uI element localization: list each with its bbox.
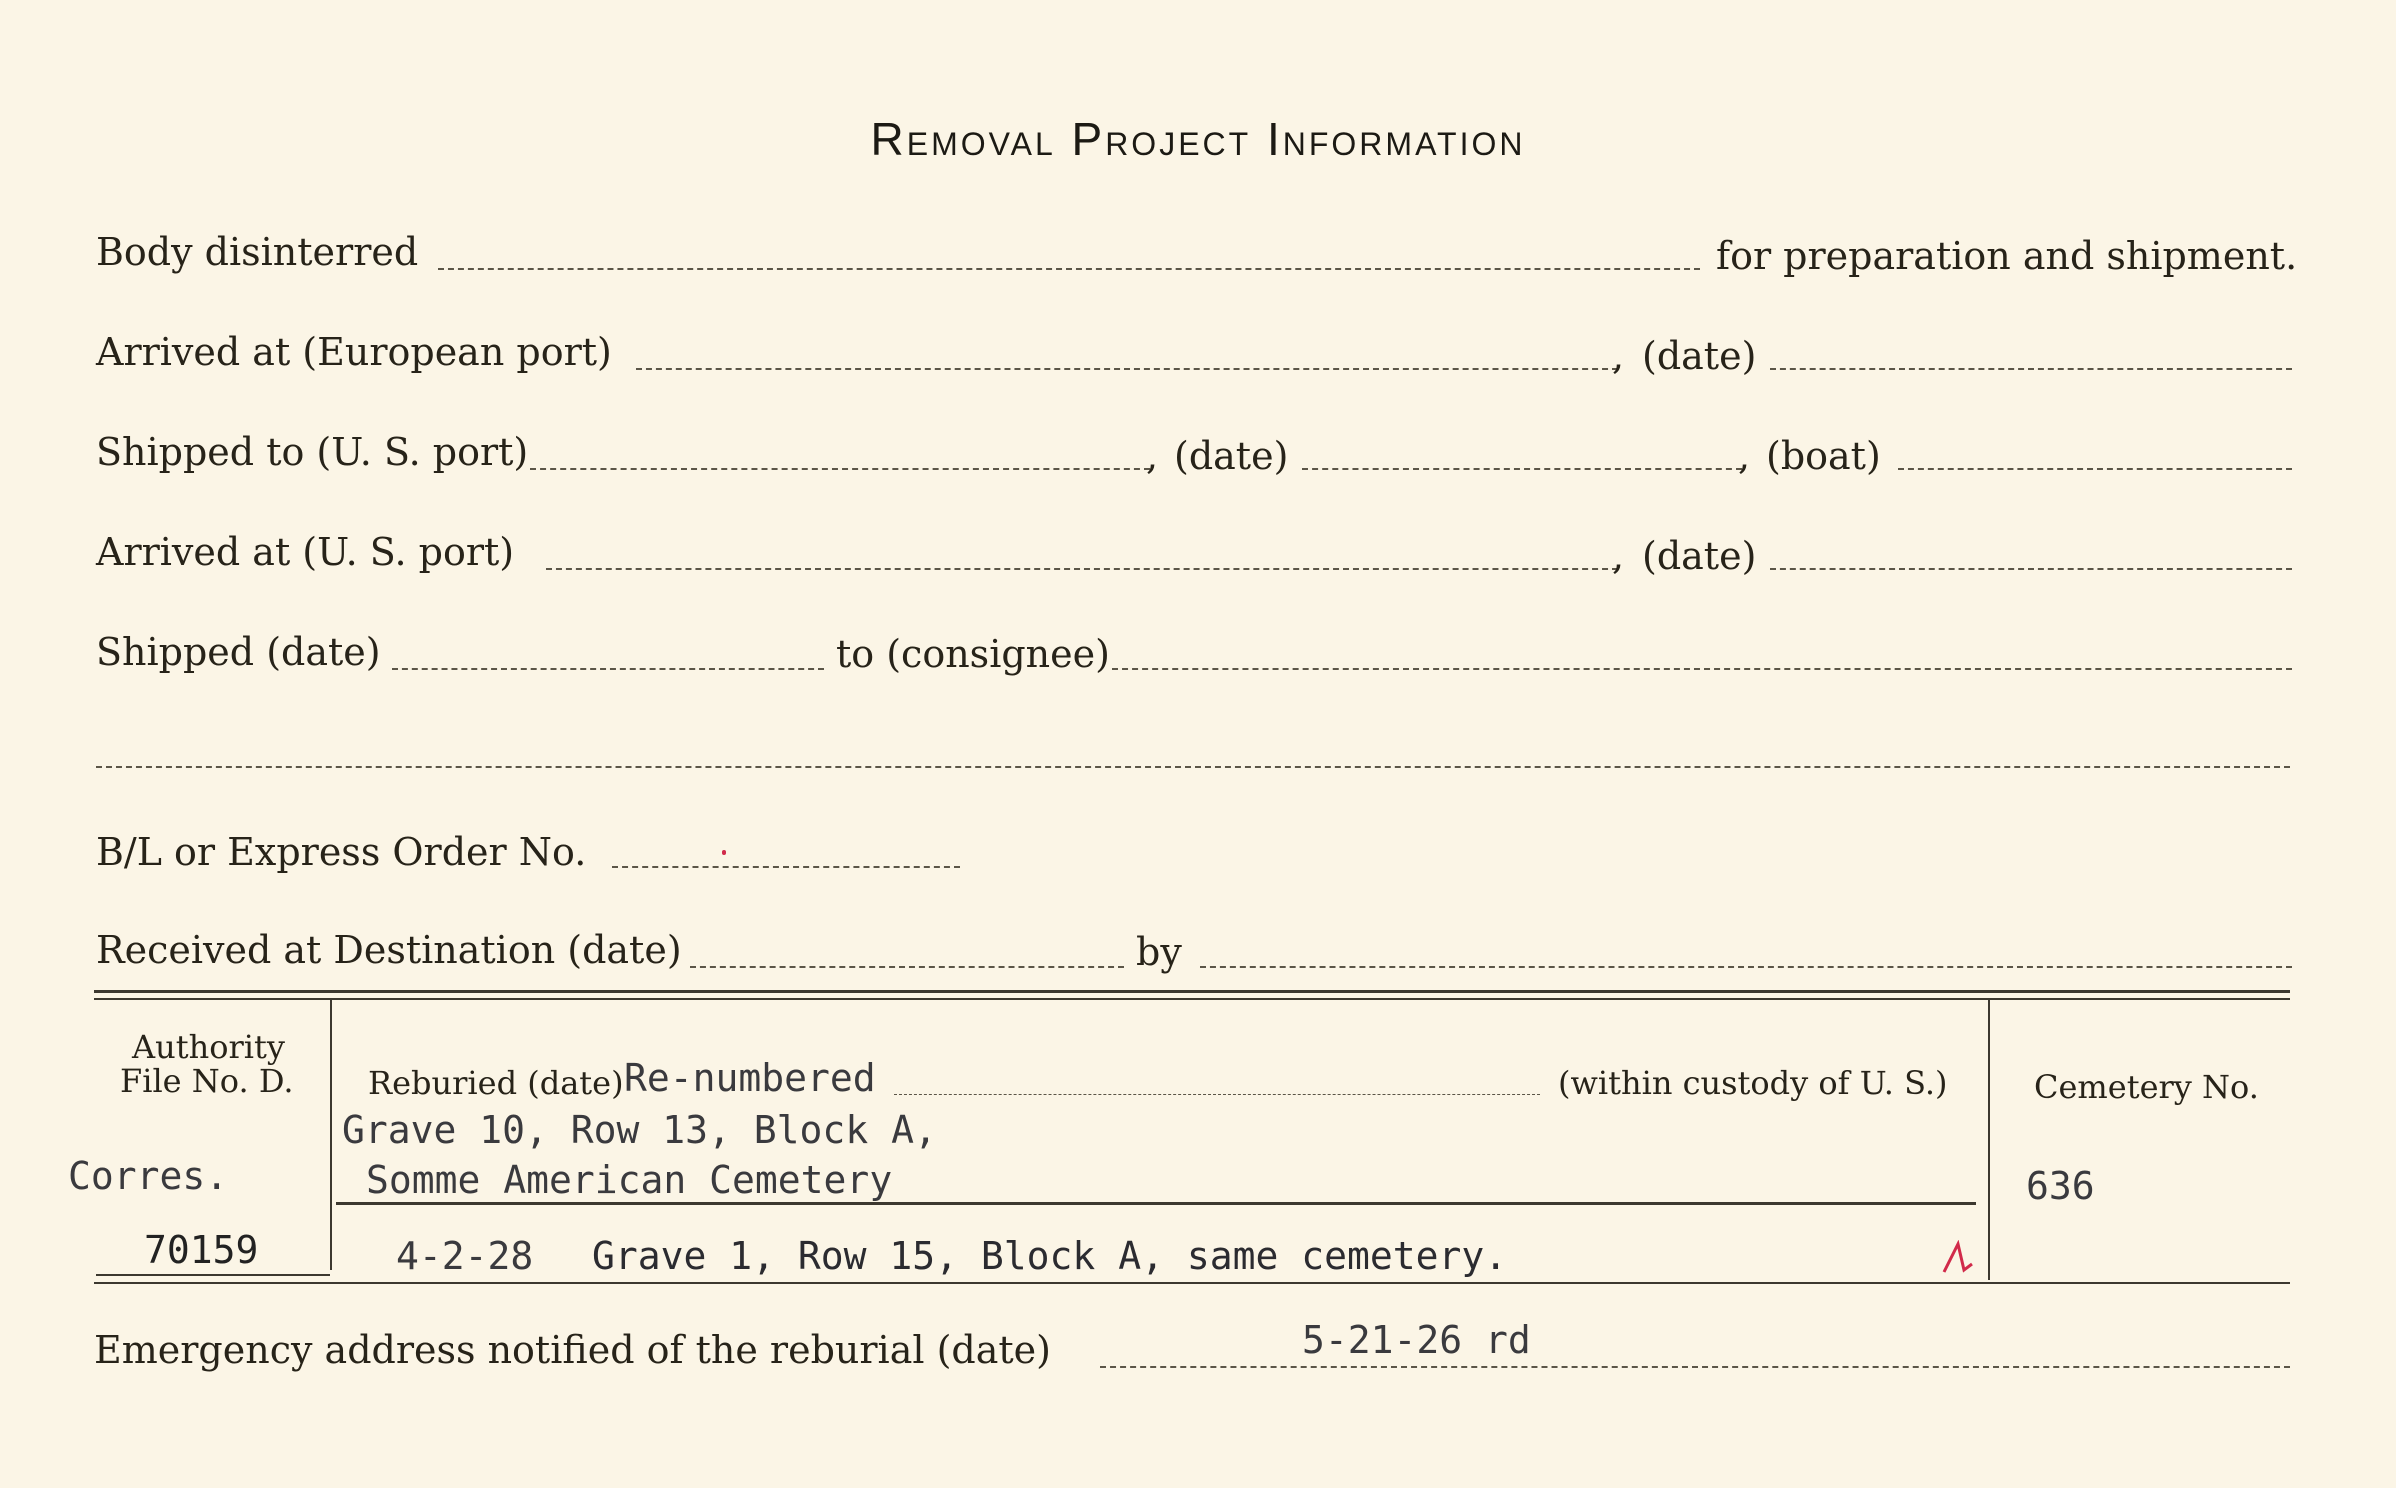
to-consignee-label: to (consignee) [836, 632, 1110, 676]
received-by-line [1200, 966, 2292, 968]
cemetery-no-label: Cemetery No. [2034, 1068, 2259, 1106]
shipped-date-label-2: Shipped (date) [96, 630, 381, 674]
boat-line [1898, 468, 2292, 470]
arrived-european-date-label: (date) [1642, 334, 1757, 378]
comma-1: , [1612, 334, 1625, 378]
card-title: Removal Project Information [870, 113, 1526, 165]
consignee-line [1112, 668, 2292, 670]
strike-rule [336, 1202, 1976, 1205]
by-label: by [1136, 930, 1182, 974]
boat-label: (boat) [1766, 434, 1881, 478]
left-column-divider [330, 1000, 332, 1270]
shipped-to-us-line [530, 468, 1150, 470]
custody-label: (within custody of U. S.) [1558, 1064, 1948, 1102]
comma-4: , [1612, 534, 1625, 578]
bl-order-label: B/L or Express Order No. [96, 830, 587, 874]
emergency-date-value: 5-21-26 rd [1302, 1318, 1531, 1362]
reburial-date: 4-2-28 [396, 1234, 534, 1278]
shipped-date-line-2 [392, 668, 824, 670]
grave-line-1: Grave 10, Row 13, Block A, [342, 1108, 937, 1152]
shipped-date-line [1302, 468, 1742, 470]
bl-order-line [612, 866, 960, 868]
corres-label: Corres. [68, 1154, 229, 1198]
red-check-mark [1938, 1240, 1978, 1276]
reburied-value: Re-numbered [624, 1056, 876, 1100]
for-preparation-label: for preparation and shipment. [1716, 234, 2298, 278]
received-destination-label: Received at Destination (date) [96, 928, 682, 972]
file-number-underline [96, 1274, 330, 1276]
consignee-continuation-line [96, 766, 2290, 768]
cemetery-number: 636 [2026, 1164, 2095, 1208]
file-number: 70159 [144, 1228, 259, 1272]
bottom-rule [94, 1282, 2290, 1284]
comma-3: , [1738, 434, 1751, 478]
emergency-label: Emergency address notified of the reburial (date) [94, 1328, 1051, 1372]
red-dot-mark [722, 850, 726, 855]
shipped-to-us-label: Shipped to (U. S. port) [96, 430, 529, 474]
arrived-us-line [546, 568, 1618, 570]
arrived-us-label: Arrived at (U. S. port) [96, 530, 515, 574]
comma-2: , [1146, 434, 1159, 478]
top-rule-1 [94, 990, 2290, 993]
arrived-european-line [636, 368, 1618, 370]
body-disinterred-line [438, 268, 1700, 270]
authority-label: Authority [132, 1028, 285, 1066]
shipped-date-label: (date) [1174, 434, 1289, 478]
body-disinterred-label: Body disinterred [96, 230, 419, 274]
arrived-us-date-label: (date) [1642, 534, 1757, 578]
arrived-us-date-line [1770, 568, 2292, 570]
reburied-label: Reburied (date) [368, 1064, 624, 1102]
emergency-line [1100, 1366, 2290, 1368]
reburial-detail: Grave 1, Row 15, Block A, same cemetery. [592, 1234, 1508, 1278]
file-no-label: File No. D. [120, 1062, 294, 1100]
top-rule-2 [94, 998, 2290, 1000]
right-column-divider [1988, 1000, 1990, 1280]
grave-line-2: Somme American Cemetery [366, 1158, 893, 1202]
reburied-line [894, 1094, 1540, 1095]
received-date-line [690, 966, 1124, 968]
arrived-european-label: Arrived at (European port) [96, 330, 612, 374]
arrived-european-date-line [1770, 368, 2292, 370]
